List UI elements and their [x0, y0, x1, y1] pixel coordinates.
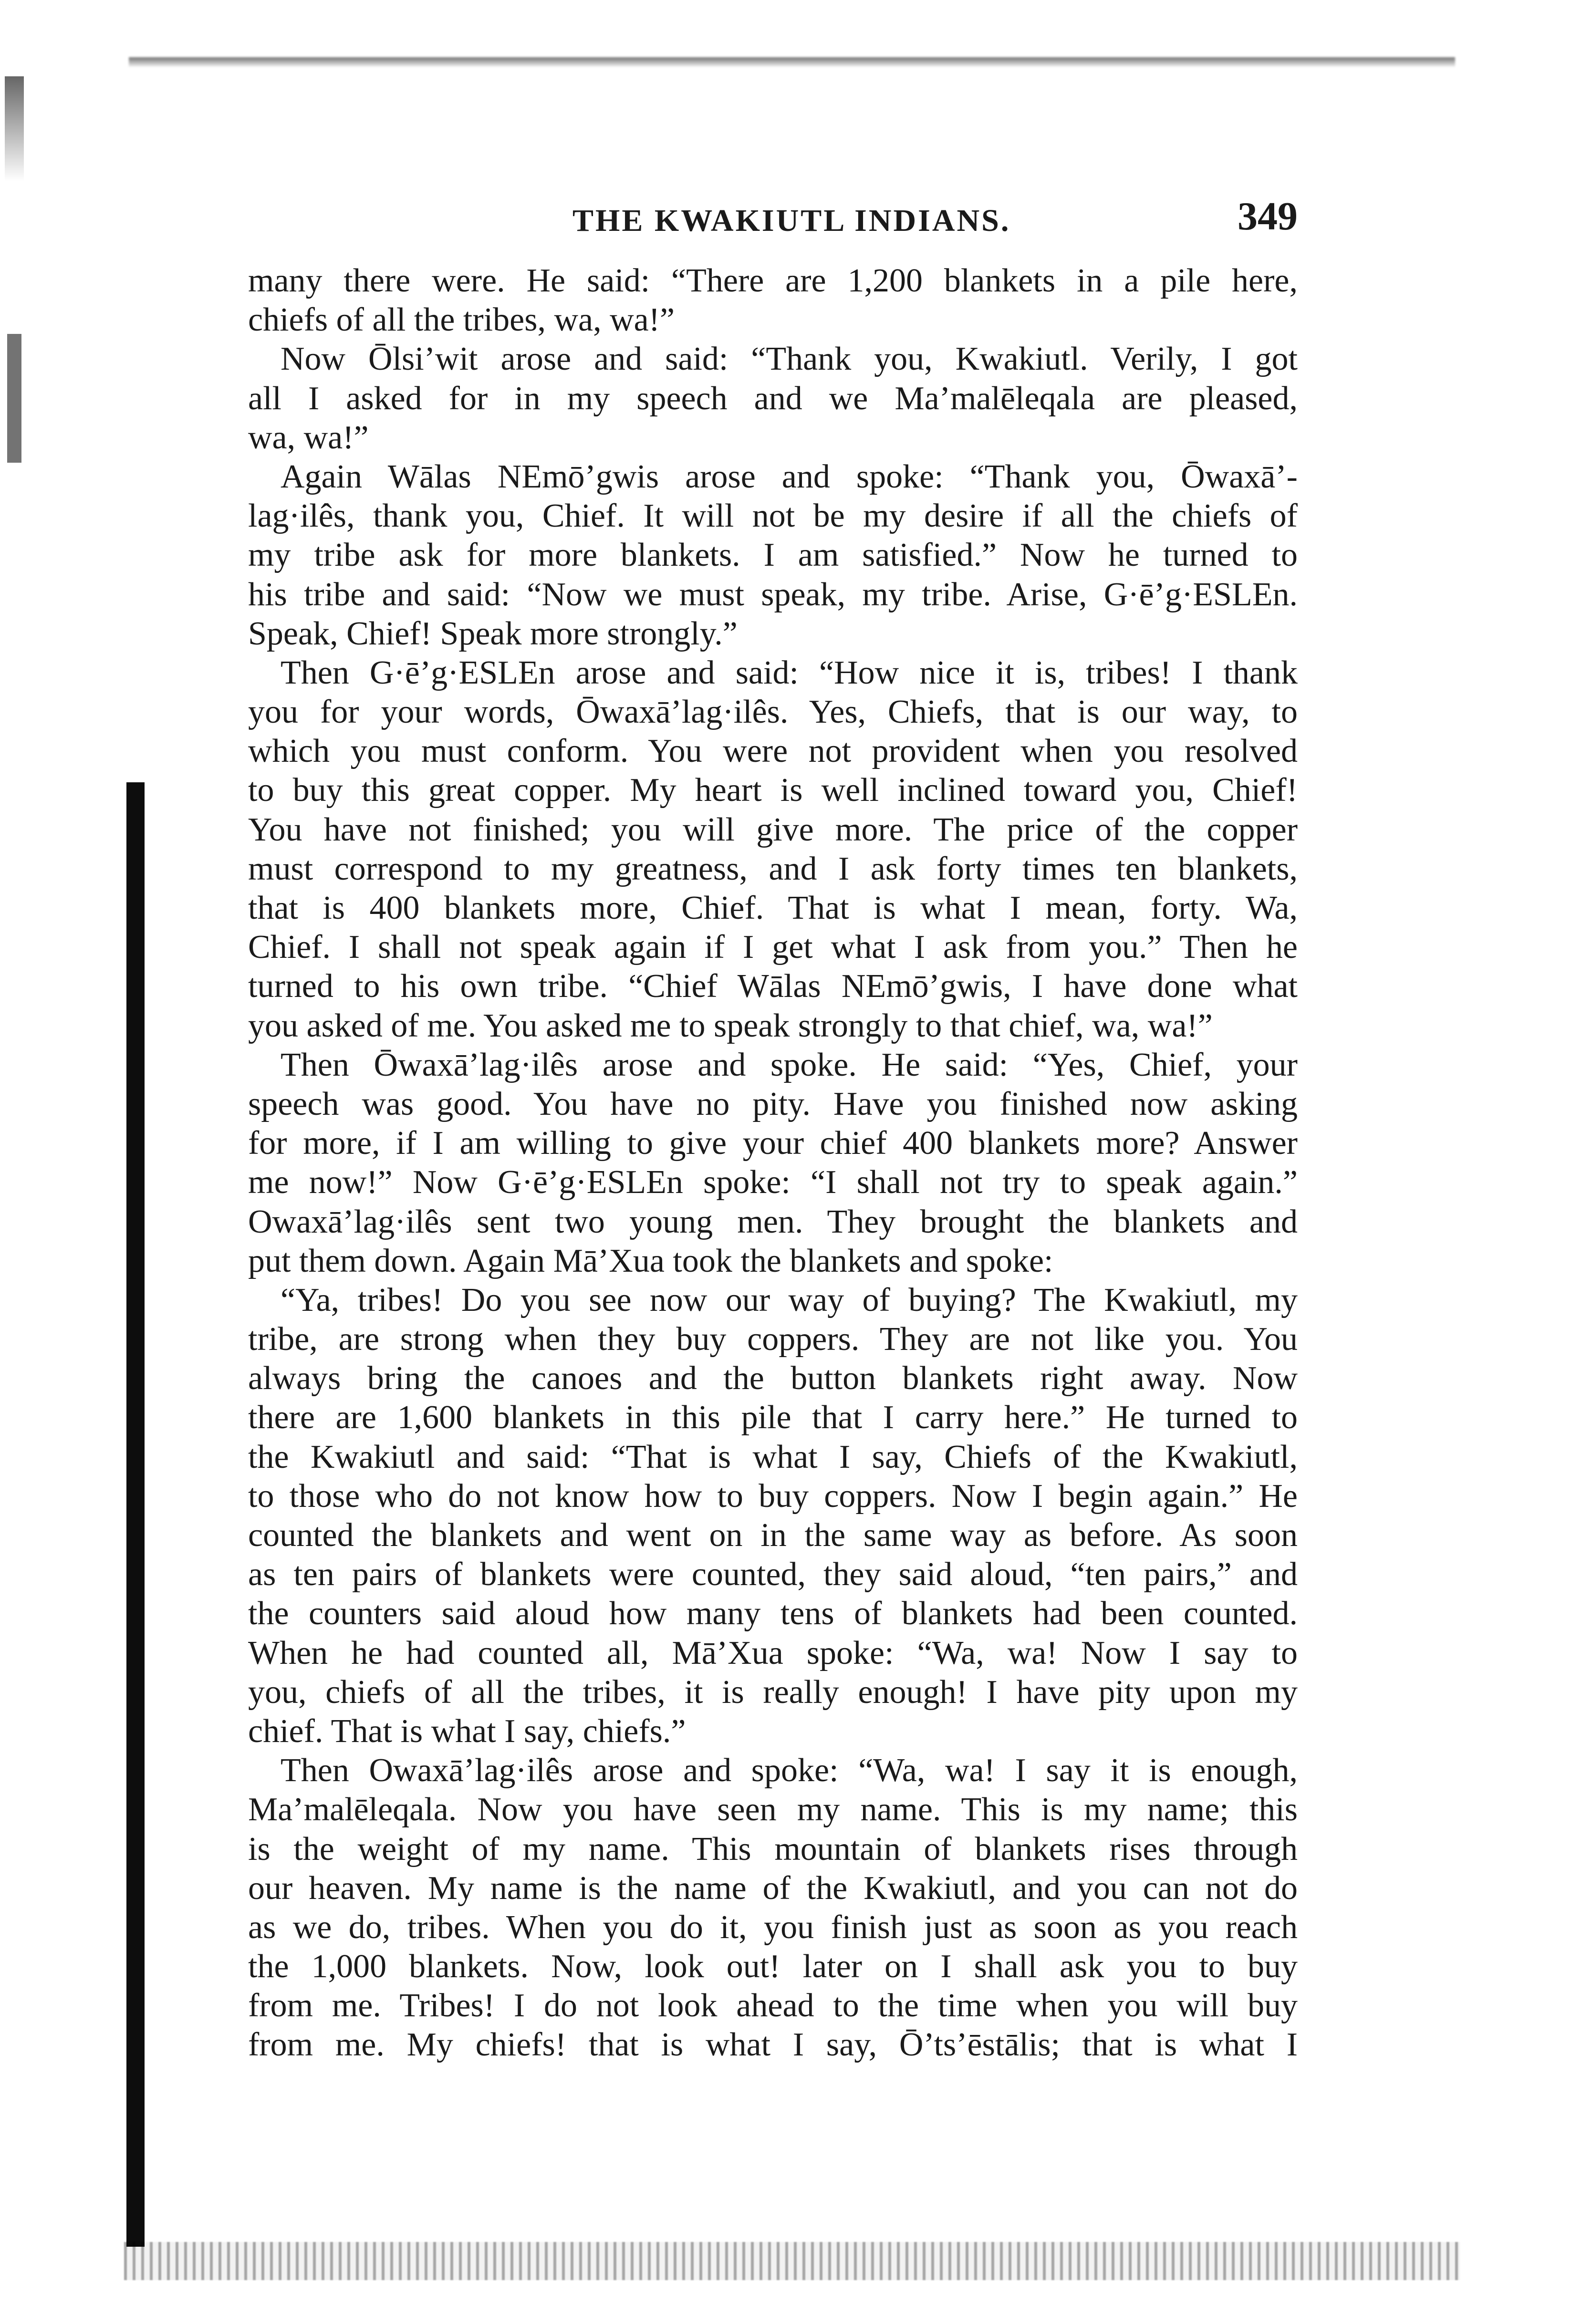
text-line: put them down. Again Mā’Xua took the blankets and spoke: [248, 1242, 1053, 1279]
text-line: Chief. I shall not speak again if I get what I ask from you.” Then he [248, 929, 1298, 966]
running-title: THE KWAKIUTL INDIANS. [572, 203, 1011, 238]
scan-speck [7, 334, 21, 463]
text-line: You have not finished; you will give more. The price of the copper [248, 811, 1298, 848]
text-line: as we do, tribes. When you do it, you finish just as soon as you reach [248, 1909, 1298, 1946]
text-line: is the weight of my name. This mountain of blankets rises through [248, 1830, 1298, 1868]
text-line: many there were. He said: “There are 1,200 blankets in a pile here, [248, 262, 1298, 299]
text-line: must correspond to my greatness, and I ask forty times ten blankets, [248, 850, 1298, 887]
text-line: Again Wālas NEmō’gwis arose and spoke: “Thank you, Ōwaxā’- [281, 458, 1298, 495]
text-line: counted the blankets and went on in the same way as before. As soon [248, 1517, 1298, 1554]
text-line: you, chiefs of all the tribes, it is really enough! I have pity upon my [248, 1673, 1298, 1711]
text-line: you for your words, Ōwaxā’lag·ilês. Yes, Chiefs, that is our way, to [248, 694, 1298, 731]
text-line: Then G·ē’g·ESLEn arose and said: “How nice it is, tribes! I thank [281, 654, 1298, 691]
text-line: Then Ōwaxā’lag·ilês arose and spoke. He said: “Yes, Chief, your [281, 1046, 1298, 1083]
body-text [248, 261, 1298, 2065]
text-line: Now Ōlsi’wit arose and said: “Thank you, Kwakiutl. Verily, I got [281, 341, 1298, 378]
page-number: 349 [1238, 194, 1298, 239]
text-line: me now!” Now G·ē’g·ESLEn spoke: “I shall not try to speak again.” [248, 1164, 1298, 1201]
text-line: which you must conform. You were not provident when you resolved [248, 733, 1298, 770]
text-line: for more, if I am willing to give your chief 400 blankets more? Answer [248, 1125, 1298, 1162]
text-line: his tribe and said: “Now we must speak, my tribe. Arise, G·ē’g·ESLEn. [248, 576, 1298, 613]
text-line: lag·ilês, thank you, Chief. It will not be my desire if all the chiefs of [248, 498, 1298, 535]
text-line: there are 1,600 blankets in this pile that I carry here.” He turned to [248, 1399, 1298, 1436]
text-line: turned to his own tribe. “Chief Wālas NEmō’gwis, I have done what [248, 968, 1298, 1005]
text-line: When he had counted all, Mā’Xua spoke: “Wa, wa! Now I say to [248, 1634, 1298, 1671]
text-line: from me. Tribes! I do not look ahead to the time when you will buy [248, 1987, 1298, 2024]
text-line: speech was good. You have no pity. Have you finished now asking [248, 1085, 1298, 1122]
text-line: Owaxā’lag·ilês sent two young men. They brought the blankets and [248, 1203, 1298, 1240]
text-line: the Kwakiutl and said: “That is what I say, Chiefs of the Kwakiutl, [248, 1438, 1298, 1475]
text-line: chief. That is what I say, chiefs.” [248, 1712, 686, 1750]
text-line: wa, wa!” [248, 419, 369, 456]
text-line: the 1,000 blankets. Now, look out! later on I shall ask you to buy [248, 1948, 1298, 1985]
scan-speck [5, 76, 24, 181]
text-line: to buy this great copper. My heart is well inclined toward you, Chief! [248, 772, 1298, 809]
scan-edge-top [129, 57, 1455, 67]
text-line: all I asked for in my speech and we Ma’malēleqala are pleased, [248, 380, 1298, 417]
text-line: our heaven. My name is the name of the Kwakiutl, and you can not do [248, 1869, 1298, 1907]
scan-edge-left [126, 782, 145, 2247]
text-line: Then Owaxā’lag·ilês arose and spoke: “Wa, wa! I say it is enough, [281, 1752, 1298, 1789]
text-line: my tribe ask for more blankets. I am satisfied.” Now he turned to [248, 537, 1298, 574]
text-line: that is 400 blankets more, Chief. That is what I mean, forty. Wa, [248, 890, 1298, 926]
text-line: Speak, Chief! Speak more strongly.” [248, 615, 738, 652]
text-line: Ma’malēleqala. Now you have seen my name. This is my name; this [248, 1791, 1298, 1828]
text-line: from me. My chiefs! that is what I say, Ō’ts’ēstālis; that is what I [248, 2026, 1298, 2064]
page-header [248, 193, 1298, 255]
text-line: to those who do not know how to buy coppers. Now I begin again.” He [248, 1477, 1298, 1515]
text-line: the counters said aloud how many tens of blankets had been counted. [248, 1595, 1298, 1632]
text-line: always bring the canoes and the button blankets right away. Now [248, 1360, 1298, 1397]
scan-edge-bottom [124, 2242, 1460, 2280]
text-line: as ten pairs of blankets were counted, they said aloud, “ten pairs,” and [248, 1556, 1298, 1593]
text-line: “Ya, tribes! Do you see now our way of buying? The Kwakiutl, my [281, 1281, 1298, 1318]
text-line: tribe, are strong when they buy coppers. They are not like you. You [248, 1321, 1298, 1358]
text-line: chiefs of all the tribes, wa, wa!” [248, 301, 675, 339]
text-line: you asked of me. You asked me to speak strongly to that chief, wa, wa!” [248, 1007, 1213, 1044]
